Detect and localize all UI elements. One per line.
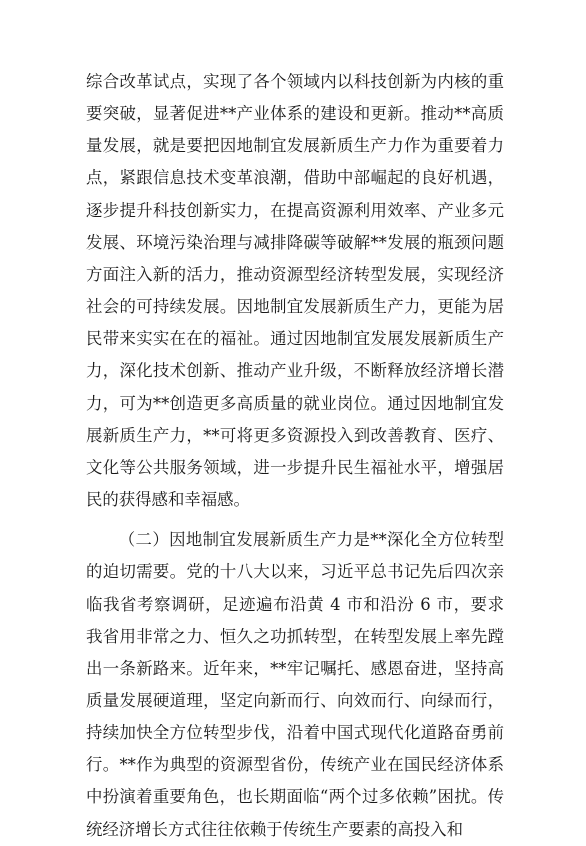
- body-paragraph-1: 综合改革试点，实现了各个领域内以科技创新为内核的重要突破，显著促进**产业体系的建设和更新。推动**高质量发展，就是要把因地制宜发展新质生产力作为重要着力点，紧跟信息技术变革浪潮，借助中部崛起的良好机遇，逐步提升科技创新实力，在提高资源利用效率、产业多元发展、环境污染治理与减排降碳等破解**发展的瓶颈问题方面注入新的活力，推动资源型经济转型发展，实现经济社会的可持续发展。因地制宜发展新质生产力，更能为居民带来实实在在的福祉。通过因地制宜发展发展新质生产力，深化技术创新、推动产业升级，不断释放经济增长潜力，可为**创造更多高质量的就业岗位。通过因地制宜发展新质生产力，**可将更多资源投入到改善教育、医疗、文化等公共服务领域，进一步提升民生福祉水平，增强居民的获得感和幸福感。: [86, 72, 504, 510]
- body-paragraph-2: （二）因地制宜发展新质生产力是**深化全方位转型的迫切需要。党的十八大以来，习近平总书记先后四次亲临我省考察调研，足迹遍布沿黄 4 市和沿汾 6 市，要求我省用非常之力、恒久之功抓转型，在转型发展上率先蹚出一条新路来。近年来，**牢记嘱托、感恩奋进，坚持高质量发展硬道理，坚定向新而行、向效而行、向绿而行，持续加快全方位转型步伐，沿着中国式现代化道路奋勇前行。**作为典型的资源型省份，传统产业在国民经济体系中扮演着重要角色，也长期面临“两个过多依赖”困扰。传统经济增长方式往往依赖于传统生产要素的高投入和: [86, 530, 504, 839]
- document-body: [86, 66, 504, 846]
